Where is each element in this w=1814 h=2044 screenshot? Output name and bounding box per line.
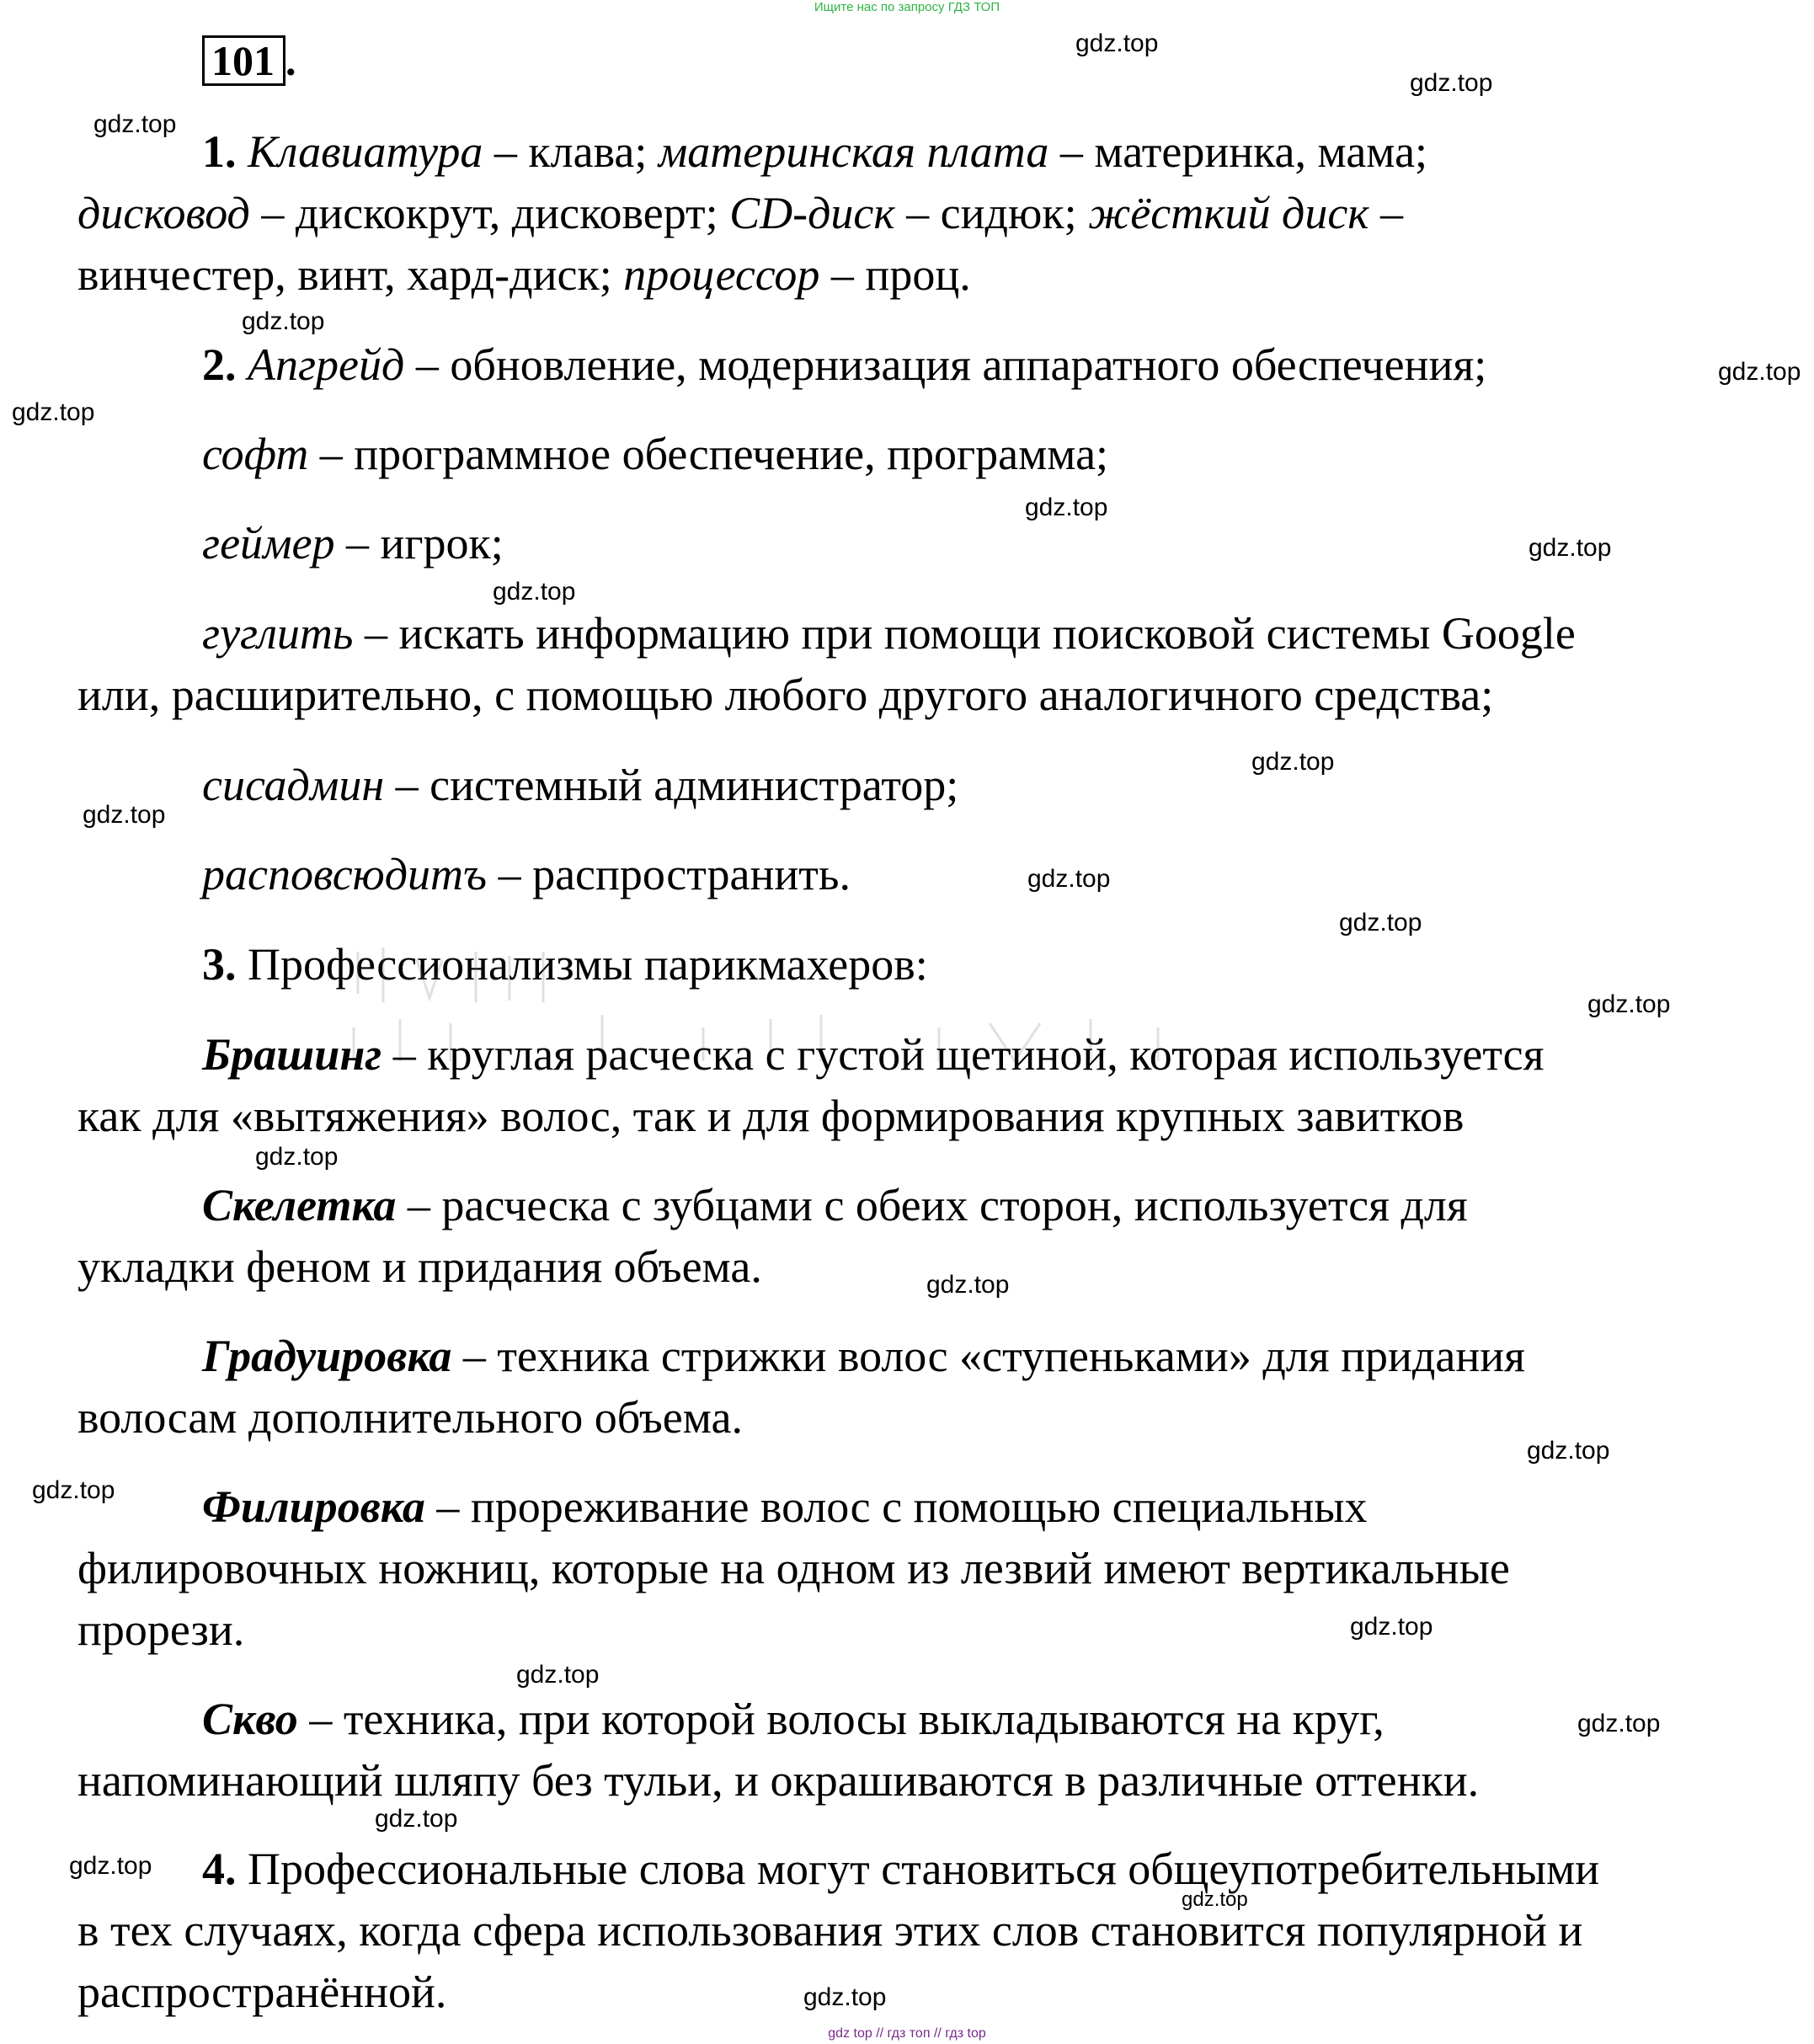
text: – обновление, модернизация аппаратного обеспечения; — [404, 339, 1487, 390]
s2-line7 — [202, 851, 851, 897]
term: геймер — [202, 518, 335, 568]
s3-brashing-line2 — [77, 1093, 1464, 1139]
term: процессор — [623, 249, 820, 300]
s4-line3 — [77, 1969, 446, 2015]
s4-line2 — [77, 1905, 1583, 1956]
watermark: gdz.top — [1529, 534, 1612, 562]
term: Скелетка — [202, 1180, 397, 1230]
term: материнская плата — [658, 126, 1049, 177]
watermark: gdz.top — [1027, 865, 1111, 893]
task-number-box: 101 — [202, 35, 285, 86]
watermark: gdz.top — [926, 1271, 1010, 1299]
watermark: gdz.top — [93, 110, 177, 138]
text: Профессиональные слова могут становиться общеупотребительными — [236, 1844, 1600, 1894]
text: как для «вытяжения» волос, так и для формирования крупных завитков — [77, 1091, 1465, 1141]
s2-line4 — [202, 608, 1576, 659]
s3-skvo-line2 — [77, 1755, 1480, 1806]
watermark: gdz.top — [803, 1983, 887, 2011]
term: CD-диск — [729, 188, 895, 238]
term: Скво — [202, 1694, 298, 1744]
text: распространённой. — [77, 1967, 447, 2017]
s3-skeletka-line1 — [202, 1182, 1468, 1228]
watermark: gdz.top — [493, 578, 576, 606]
term: Клавиатура — [248, 126, 483, 177]
text: Профессионализмы парикмахеров: — [236, 939, 928, 990]
text: или, расширительно, с помощью любого другого аналогичного средства; — [77, 670, 1494, 720]
text: – клава; — [483, 126, 659, 177]
term: дисковод — [77, 188, 250, 238]
term: сисадмин — [202, 760, 385, 810]
task-number-dot: . — [285, 37, 296, 84]
watermark: gdz.top — [242, 307, 325, 335]
watermark: gdz.top — [12, 398, 95, 426]
text: – прореживание волос с помощью специальных — [424, 1481, 1368, 1532]
watermark: gdz.top — [1587, 990, 1671, 1018]
s3-title — [202, 939, 928, 990]
s3-graduirovka-line2 — [77, 1392, 744, 1443]
text: – системный администратор; — [384, 760, 959, 810]
s3-filirovka-line1 — [202, 1481, 1368, 1532]
text: в тех случаях, когда сфера использования этих слов становится популярной и — [77, 1905, 1583, 1956]
text: – техника, при которой волосы выкладываются на круг, — [297, 1694, 1385, 1744]
s3-skvo-line1 — [202, 1696, 1385, 1742]
text: – техника стрижки волос «ступеньками» для придания — [451, 1331, 1525, 1381]
text: – — [1369, 188, 1404, 238]
term: Филировка — [202, 1481, 425, 1532]
s2-line1 — [202, 339, 1487, 390]
text: – искать информацию при помощи поисковой системы Google — [353, 608, 1576, 659]
term: гуглить — [202, 608, 354, 659]
text: филировочных ножниц, которые на одном из лезвий имеют вертикальные — [77, 1543, 1510, 1593]
s1-line3 — [77, 249, 971, 300]
watermark: gdz.top — [69, 1852, 152, 1880]
s1-line2 — [77, 190, 1403, 236]
watermark: gdz.top — [1350, 1613, 1433, 1641]
s1-line1 — [202, 126, 1428, 177]
text: – круглая расческа с густой щетиной, которая используется — [381, 1029, 1545, 1080]
bottom-banner: gdz top // гдз топ // гдз top — [828, 2026, 986, 2041]
s4-line1 — [202, 1846, 1599, 1892]
watermark: gdz.top — [516, 1661, 600, 1689]
text: напоминающий шляпу без тульи, и окрашиваются в различные оттенки. — [77, 1755, 1480, 1806]
watermark: gdz.top — [1075, 29, 1159, 57]
text: волосам дополнительного объема. — [77, 1392, 744, 1443]
text: – расческа с зубцами с обеих сторон, используется для — [396, 1180, 1468, 1230]
s2-line6 — [202, 762, 958, 808]
text: – материнка, мама; — [1048, 126, 1428, 177]
text: – программное обеспечение, программа; — [308, 429, 1109, 479]
watermark: gdz.top — [375, 1805, 458, 1833]
top-banner: Ищите нас по запросу ГДЗ ТОП — [814, 0, 1000, 14]
term: жёсткий диск — [1088, 188, 1369, 238]
watermark: gdz.top — [1251, 748, 1335, 776]
term: Брашинг — [202, 1029, 382, 1080]
s3-brashing-line1 — [202, 1029, 1545, 1080]
text: – сидюк; — [894, 188, 1089, 238]
text: – дискокрут, дисковерт; — [249, 188, 730, 238]
term: софт — [202, 429, 309, 479]
term: Градуировка — [202, 1331, 452, 1381]
watermark: gdz.top — [83, 801, 166, 829]
s1-num: 1. — [202, 126, 237, 177]
term: расповсюдитъ — [202, 849, 488, 899]
watermark: gdz.top — [255, 1143, 339, 1171]
text: винчестер, винт, хард-диск; — [77, 249, 624, 300]
watermark: gdz.top — [1182, 1888, 1248, 1911]
s3-filirovka-line2 — [77, 1545, 1510, 1591]
s2-line5 — [77, 672, 1493, 718]
s3-num: 3. — [202, 939, 237, 990]
text: укладки феном и придания объема. — [77, 1241, 762, 1292]
task-number — [202, 35, 296, 86]
watermark: gdz.top — [1577, 1710, 1661, 1737]
s2-line3 — [202, 520, 504, 566]
watermark: gdz.top — [1527, 1437, 1610, 1465]
watermark: gdz.top — [1339, 909, 1422, 937]
watermark: gdz.top — [1025, 494, 1108, 521]
watermark: gdz.top — [1718, 358, 1801, 386]
text: прорези. — [77, 1604, 245, 1655]
text: – игрок; — [334, 518, 504, 568]
s2-line2 — [202, 431, 1108, 477]
text: – проц. — [819, 249, 971, 300]
s3-filirovka-line3 — [77, 1604, 245, 1655]
s3-graduirovka-line1 — [202, 1333, 1525, 1379]
term: Апгрейд — [248, 339, 405, 390]
s4-num: 4. — [202, 1844, 237, 1894]
watermark: gdz.top — [32, 1476, 115, 1504]
s2-num: 2. — [202, 339, 237, 390]
text: – распространить. — [487, 849, 851, 899]
watermark: gdz.top — [1410, 69, 1493, 97]
s3-skeletka-line2 — [77, 1241, 762, 1292]
